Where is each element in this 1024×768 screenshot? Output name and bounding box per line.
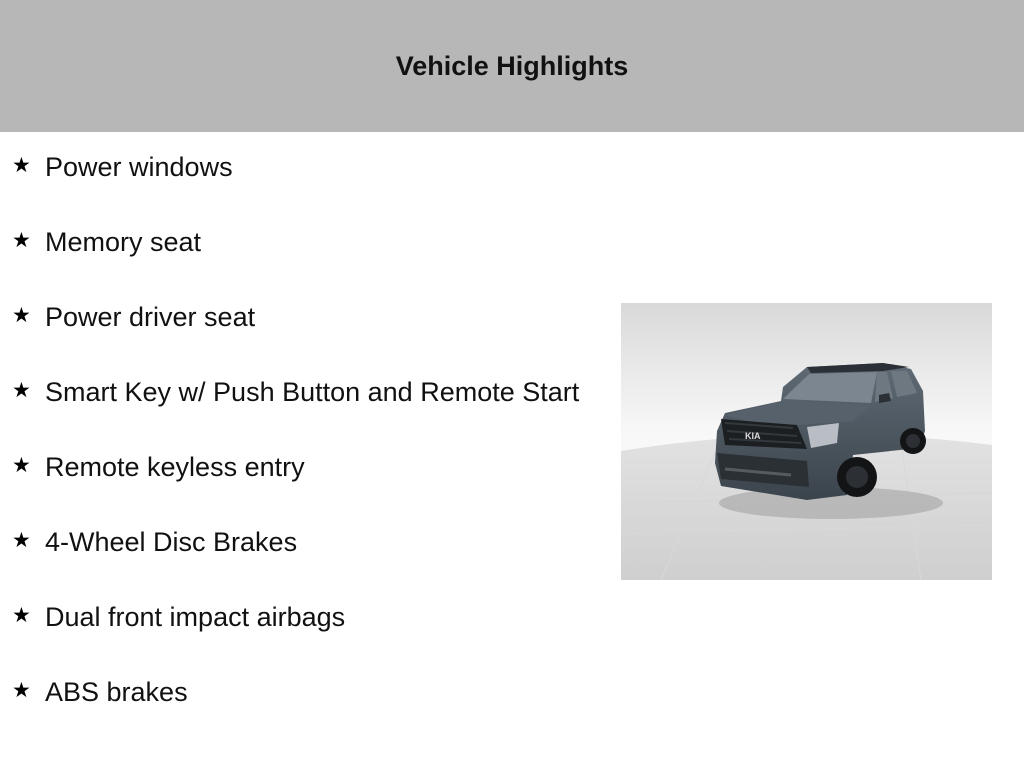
feature-label: Memory seat bbox=[45, 227, 202, 257]
star-icon: ★ bbox=[12, 604, 31, 627]
feature-item bbox=[0, 525, 600, 559]
feature-item bbox=[0, 300, 600, 334]
kia-logo: KIA bbox=[745, 431, 761, 441]
star-icon: ★ bbox=[12, 304, 31, 327]
feature-item bbox=[0, 675, 600, 709]
feature-label: Dual front impact airbags bbox=[45, 602, 346, 632]
feature-label: Smart Key w/ Push Button and Remote Start bbox=[45, 377, 580, 407]
star-icon: ★ bbox=[12, 679, 31, 702]
feature-label: Power driver seat bbox=[45, 302, 256, 332]
feature-item bbox=[0, 225, 600, 259]
feature-item bbox=[0, 600, 600, 634]
feature-label: 4-Wheel Disc Brakes bbox=[45, 527, 298, 557]
vehicle-photo bbox=[621, 303, 992, 580]
page-header bbox=[0, 0, 1024, 132]
feature-list bbox=[0, 150, 600, 750]
star-icon: ★ bbox=[12, 454, 31, 477]
page-title: Vehicle Highlights bbox=[395, 50, 629, 81]
feature-item bbox=[0, 375, 600, 409]
feature-label: Remote keyless entry bbox=[45, 452, 305, 482]
star-icon: ★ bbox=[12, 379, 31, 402]
feature-label: Power windows bbox=[45, 152, 233, 182]
star-icon: ★ bbox=[12, 154, 31, 177]
suv-illustration bbox=[621, 303, 992, 580]
star-icon: ★ bbox=[12, 529, 31, 552]
feature-item bbox=[0, 150, 600, 184]
feature-item bbox=[0, 450, 600, 484]
feature-label: ABS brakes bbox=[45, 677, 188, 707]
star-icon: ★ bbox=[12, 229, 31, 252]
